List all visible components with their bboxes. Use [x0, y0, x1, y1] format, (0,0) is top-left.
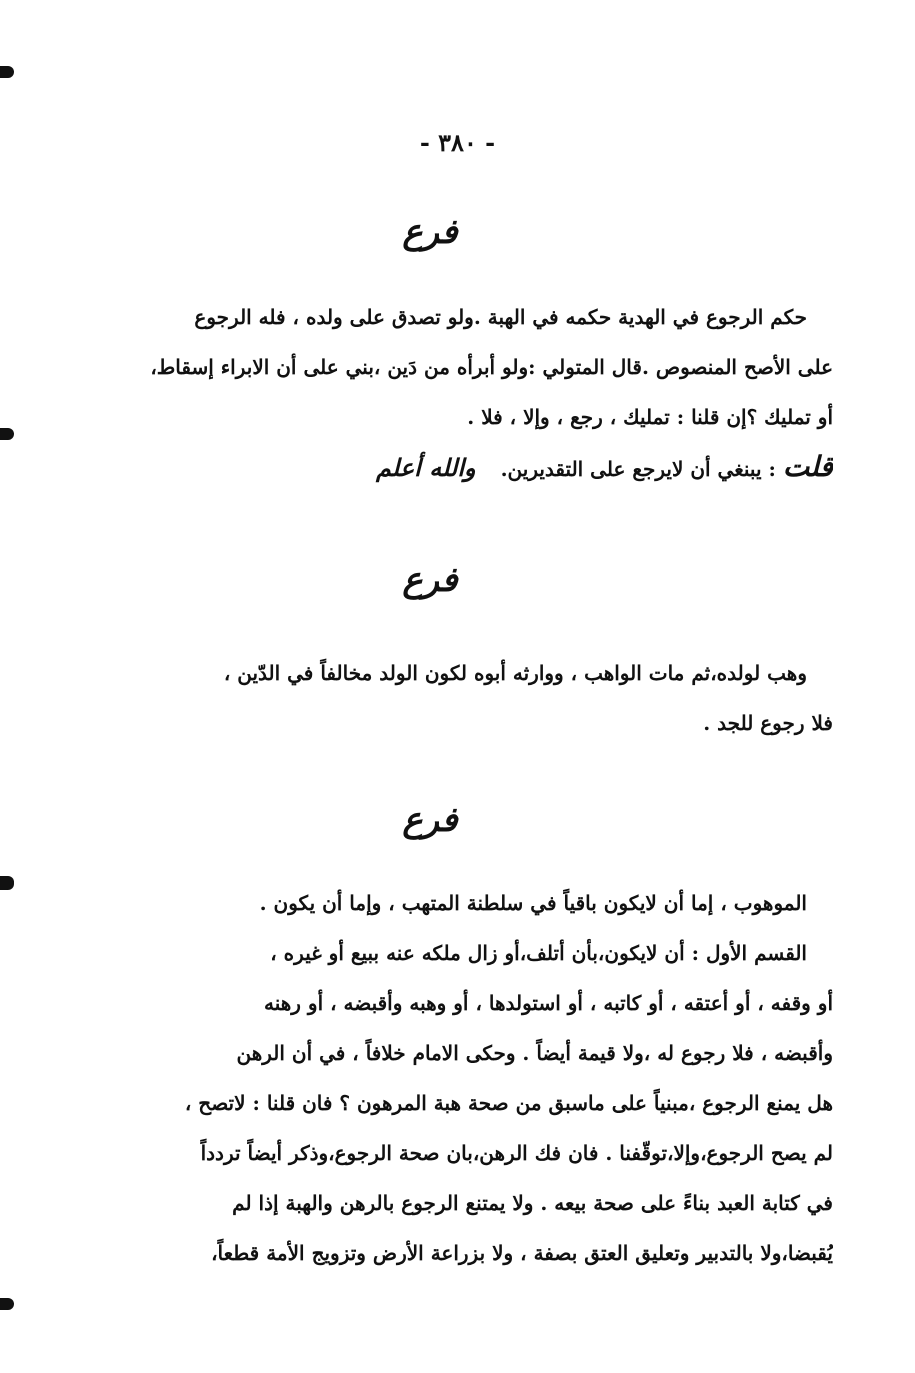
text-segment: يبنغي أن لايرجع على التقديرين.	[500, 457, 762, 481]
section-heading: فرع	[402, 800, 458, 840]
text-line: فلا رجوع للجد .	[703, 711, 833, 735]
text-line	[103, 442, 833, 494]
section-term: القسم الأول :	[691, 941, 807, 965]
section-body	[103, 878, 833, 1278]
qult-label: قلت	[782, 450, 833, 483]
scan-edge-mark	[0, 66, 14, 78]
text-line: أو تمليك ؟إن قلنا : تمليك ، رجع ، وإلا ، فلا .	[467, 405, 833, 429]
closing-phrase: والله أعلم	[375, 453, 476, 482]
text-line: هل يمنع الرجوع ،مبنياً على ماسبق من صحة هبة المرهون ؟ فان قلنا : لاتصح ،	[184, 1091, 833, 1115]
page-number: - ٣٨٠ -	[419, 128, 496, 157]
text-line	[103, 928, 833, 978]
text-line: وهب لولده،ثم مات الواهب ، ووارثه أبوه لكون الولد مخالفاً في الدّين ،	[223, 661, 807, 685]
scan-edge-mark	[0, 876, 14, 890]
text-line: وأقبضه ، فلا رجوع له ،ولا قيمة أيضاً . وحكى الامام خلافاً ، في أن الرهن	[236, 1041, 833, 1065]
text-line: الموهوب ، إما أن لايكون باقياً في سلطنة المتهب ، وإما أن يكون .	[259, 891, 807, 915]
section-heading: فرع	[402, 560, 458, 600]
section-body	[103, 292, 833, 494]
text-line: في كتابة العبد بناءً على صحة بيعه . ولا يمتنع الرجوع بالرهن والهبة إذا لم	[232, 1191, 833, 1215]
text-line: لم يصح الرجوع،وإلا،توقّفنا . فان فك الرهن،بان صحة الرجوع،وذكر أيضاً تردداً	[200, 1141, 833, 1165]
text-segment: أن لايكون،بأن أتلف،أو زال ملكه عنه ببيع أو غيره ،	[270, 941, 685, 965]
section-heading: فرع	[402, 212, 458, 252]
text-line: أو وقفه ، أو أعتقه ، أو كاتبه ، أو استولدها ، أو وهبه وأقبضه ، أو رهنه	[263, 991, 833, 1015]
text-line: على الأصح المنصوص .قال المتولي :ولو أبرأه من دَين ،بني على أن الابراء إسقاط،	[150, 355, 833, 379]
text-line: حكم الرجوع في الهدية حكمه في الهبة .ولو تصدق على ولده ، فله الرجوع	[194, 305, 807, 329]
text-line: يُقبضا،ولا بالتدبير وتعليق العتق بصفة ، ولا بزراعة الأرض وتزويج الأمة قطعاً،	[211, 1241, 833, 1265]
colon: :	[761, 457, 776, 481]
section-body	[103, 648, 833, 748]
scan-edge-mark	[0, 1298, 14, 1310]
scan-edge-mark	[0, 428, 14, 440]
